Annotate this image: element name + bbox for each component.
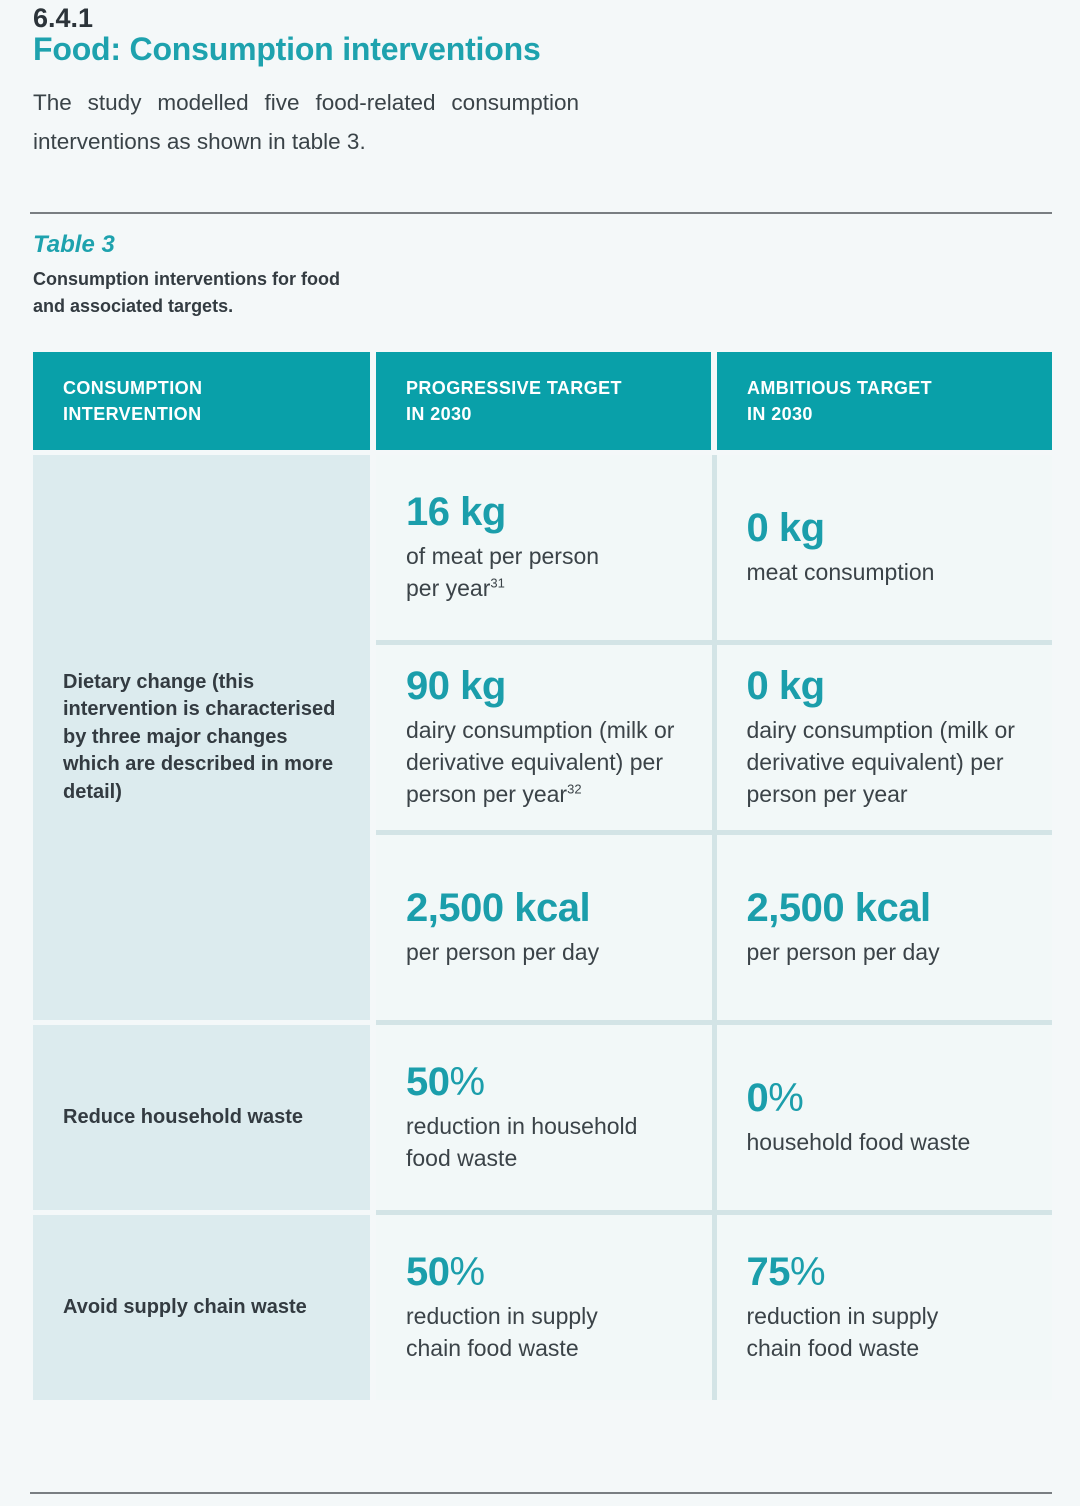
target-description-line: reduction in supply <box>406 1303 598 1330</box>
target-description-line: reduction in household <box>406 1113 638 1140</box>
target-description-line: per person per day <box>406 939 600 966</box>
percent-sign: % <box>768 1076 804 1121</box>
intervention-label-line: intervention is characterised <box>63 698 336 721</box>
target-value: 2,500 kcal <box>406 886 591 931</box>
targets-grid <box>376 455 1052 1400</box>
progressive-target-cell <box>376 1025 712 1210</box>
target-description <box>406 1301 694 1364</box>
section-number: 6.4.1 <box>33 3 94 33</box>
target-value-number: 75 <box>746 1250 790 1295</box>
percent-sign: % <box>449 1060 485 1105</box>
intervention-cell <box>33 1025 370 1210</box>
table-body <box>33 455 1052 1400</box>
table-label: Table 3 <box>33 231 115 258</box>
progressive-target-cell <box>376 1215 712 1400</box>
target-description-line: food waste <box>406 1145 518 1171</box>
target-description-line: reduction in supply <box>746 1303 939 1330</box>
intervention-label-line: by three major changes <box>63 725 288 748</box>
intervention-label-line: Reduce household waste <box>63 1105 304 1128</box>
target-description-line: per year$^{31}$ <box>406 575 505 601</box>
target-value <box>747 1250 1035 1294</box>
target-value <box>406 1250 694 1294</box>
intervention-label-line: detail) <box>63 780 122 803</box>
target-value: 16 kg <box>406 490 506 535</box>
target-value: 90 kg <box>406 664 506 709</box>
target-description-line: per person per day <box>746 939 940 966</box>
target-description-line: person per year <box>746 780 908 807</box>
target-description <box>406 715 694 810</box>
target-description-line: household food waste <box>746 1129 971 1156</box>
column-header-line: INTERVENTION <box>63 404 202 424</box>
intervention-label <box>63 1294 307 1322</box>
intervention-label <box>63 669 335 807</box>
target-description-line: person per year$^{32}$ <box>406 780 582 807</box>
target-description <box>406 1111 694 1174</box>
target-description <box>406 541 694 604</box>
column-header-line: CONSUMPTION <box>63 377 203 398</box>
progressive-target-cell <box>376 645 712 830</box>
intro-paragraph: The study modelled five food-related consumption interventions as shown in table 3. <box>33 90 579 154</box>
footnote-reference: 32 <box>567 781 582 797</box>
table-caption-line: and associated targets. <box>33 296 234 316</box>
column-header-intervention <box>33 352 370 450</box>
ambitious-target-cell <box>717 835 1053 1020</box>
target-description-line: chain food waste <box>406 1335 579 1361</box>
column-header-line: AMBITIOUS TARGET <box>747 377 933 398</box>
target-value-number: 50 <box>406 1060 450 1105</box>
target-value: 2,500 kcal <box>746 886 931 931</box>
target-description <box>747 715 1035 810</box>
percent-sign: % <box>790 1250 826 1295</box>
target-value <box>406 1060 694 1104</box>
footnote-reference: 31 <box>490 575 505 591</box>
consumption-interventions-table <box>33 352 1052 1400</box>
target-value-number: 50 <box>406 1250 450 1295</box>
target-description-line: chain food waste <box>746 1335 920 1361</box>
ambitious-target-cell <box>717 455 1053 640</box>
progressive-target-cell <box>376 455 712 640</box>
intervention-column <box>33 455 370 1400</box>
target-value-number: 0 <box>746 1076 769 1121</box>
top-divider-rule <box>30 212 1052 214</box>
ambitious-target-cell <box>717 645 1053 830</box>
ambitious-target-cell <box>717 1025 1053 1210</box>
target-description-line: derivative equivalent) per <box>746 749 1004 776</box>
target-description-line: derivative equivalent) per <box>406 749 663 776</box>
column-header-line: PROGRESSIVE TARGET <box>406 377 622 398</box>
target-description-line: of meat per person <box>406 543 600 570</box>
target-description-line: dairy consumption (milk or <box>746 717 1015 744</box>
percent-sign: % <box>449 1250 485 1295</box>
target-description <box>747 937 1035 969</box>
table-caption <box>33 266 340 320</box>
target-description <box>747 1127 1035 1159</box>
table-caption-line: Consumption interventions for food <box>33 269 340 289</box>
intervention-label-line: which are described in more <box>63 753 334 776</box>
ambitious-target-cell <box>717 1215 1053 1400</box>
target-value: 0 kg <box>746 664 825 709</box>
target-description <box>406 937 694 969</box>
intervention-cell <box>33 455 370 1020</box>
column-header-line: IN 2030 <box>747 404 813 424</box>
target-description-line: meat consumption <box>746 559 935 586</box>
intervention-label-line: Avoid supply chain waste <box>63 1295 307 1318</box>
column-header-progressive <box>376 352 711 450</box>
intervention-cell <box>33 1215 370 1400</box>
table-header-row <box>33 352 1052 450</box>
target-value: 0 kg <box>746 506 825 551</box>
column-header-line: IN 2030 <box>406 404 472 424</box>
target-description-line: dairy consumption (milk or <box>406 717 675 744</box>
target-description <box>747 557 1035 589</box>
intervention-label-line: Dietary change (this <box>63 670 255 693</box>
intervention-label <box>63 1104 303 1132</box>
bottom-divider-rule <box>30 1492 1052 1494</box>
target-value <box>747 1076 1035 1120</box>
progressive-target-cell <box>376 835 712 1020</box>
column-header-ambitious <box>717 352 1052 450</box>
page-title: Food: Consumption interventions <box>33 31 541 67</box>
target-description <box>747 1301 1035 1364</box>
